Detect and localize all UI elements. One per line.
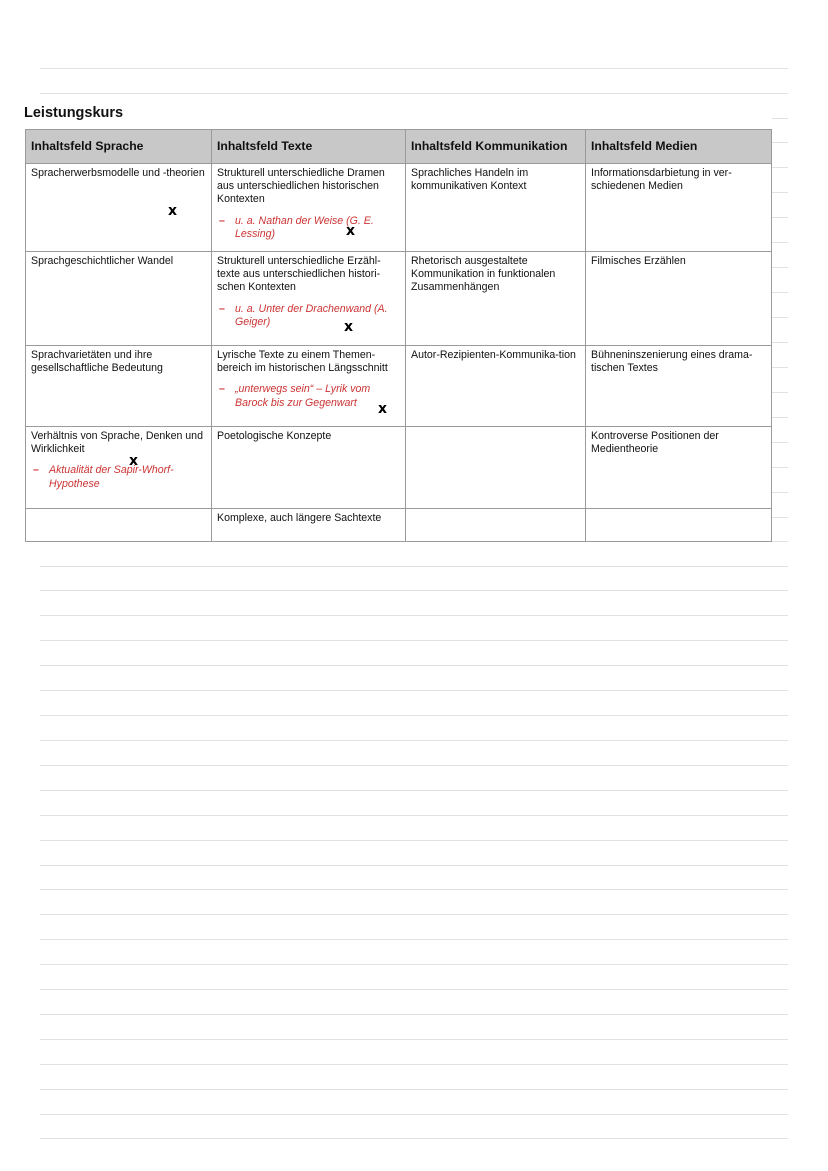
example-note	[31, 464, 206, 490]
table-row	[26, 252, 772, 346]
column-header-texte: Inhaltsfeld Texte	[212, 130, 406, 164]
cell-text: Spracherwerbsmodelle und -theorien	[31, 167, 205, 179]
cell-text: Strukturell unterschiedliche Dramen aus unterschiedlichen historischen Kontexten	[217, 167, 385, 206]
cell-kommunikation	[406, 427, 586, 509]
dash-bullet: –	[219, 214, 225, 227]
cell-kommunikation	[406, 509, 586, 542]
table-row	[26, 427, 772, 509]
cell-texte	[212, 252, 406, 346]
example-note	[217, 383, 400, 409]
dash-bullet: –	[33, 464, 39, 477]
cell-texte	[212, 509, 406, 542]
table-row	[26, 509, 772, 542]
cell-text: Poetologische Konzepte	[217, 430, 332, 442]
dash-bullet: –	[219, 383, 225, 396]
cell-medien	[586, 427, 772, 509]
cell-text: Lyrische Texte zu einem Themen-bereich im historischen Längsschnitt	[217, 349, 388, 375]
cell-text: Sprachgeschichtlicher Wandel	[31, 255, 174, 267]
cell-kommunikation	[406, 164, 586, 252]
cell-medien	[586, 509, 772, 542]
cell-text: Komplexe, auch längere Sachtexte	[217, 512, 382, 524]
example-note	[217, 303, 400, 329]
cell-text: Verhältnis von Sprache, Denken und Wirklichkeit	[31, 430, 203, 456]
cell-sprache	[26, 252, 212, 346]
cell-text: Bühneninszenierung eines drama-tischen Textes	[591, 349, 753, 375]
cell-text: Kontroverse Positionen der Medientheorie	[591, 430, 719, 456]
cell-kommunikation	[406, 346, 586, 427]
handwritten-x-mark: x	[346, 223, 356, 239]
example-note-text: Aktualität der Sapir-Whorf-Hypothese	[49, 464, 174, 490]
cell-medien	[586, 346, 772, 427]
handwritten-x-mark: x	[378, 401, 388, 417]
cell-medien	[586, 164, 772, 252]
cell-sprache	[26, 427, 212, 509]
cell-text: Sprachliches Handeln im kommunikativen Kontext	[411, 167, 529, 193]
cell-kommunikation	[406, 252, 586, 346]
header-row	[26, 130, 772, 164]
cell-text: Rhetorisch ausgestaltete Kommunikation in funktionalen Zusammenhängen	[411, 255, 556, 294]
curriculum-table	[25, 129, 772, 542]
cell-texte	[212, 427, 406, 509]
table-row	[26, 346, 772, 427]
example-note-text: „unterwegs sein“ – Lyrik vom Barock bis zur Gegenwart	[235, 383, 371, 409]
cell-text: Filmisches Erzählen	[591, 255, 686, 267]
cell-sprache	[26, 346, 212, 427]
cell-text: Sprachvarietäten und ihre gesellschaftliche Bedeutung	[31, 349, 163, 375]
cell-medien	[586, 252, 772, 346]
example-note-text: u. a. Nathan der Weise (G. E. Lessing)	[235, 214, 374, 240]
example-note-text: u. a. Unter der Drachenwand (A. Geiger)	[235, 302, 388, 328]
example-note	[217, 215, 400, 241]
cell-text: Autor-Rezipienten-Kommunika-tion	[411, 349, 576, 361]
column-header-medien: Inhaltsfeld Medien	[586, 130, 772, 164]
cell-sprache	[26, 164, 212, 252]
table-row	[26, 164, 772, 252]
column-header-kommunikation: Inhaltsfeld Kommunikation	[406, 130, 586, 164]
column-header-sprache: Inhaltsfeld Sprache	[26, 130, 212, 164]
cell-sprache	[26, 509, 212, 542]
section-title: Leistungskurs	[24, 105, 124, 121]
dash-bullet: –	[219, 302, 225, 315]
handwritten-x-mark: x	[344, 319, 354, 335]
cell-texte	[212, 346, 406, 427]
cell-texte	[212, 164, 406, 252]
cell-text: Informationsdarbietung in ver-schiedenen Medien	[591, 167, 732, 193]
handwritten-x-mark: x	[129, 453, 139, 469]
handwritten-x-mark: x	[168, 203, 178, 219]
cell-text: Strukturell unterschiedliche Erzähl-texte aus unterschiedlichen histori-schen Kontexten	[217, 255, 381, 294]
